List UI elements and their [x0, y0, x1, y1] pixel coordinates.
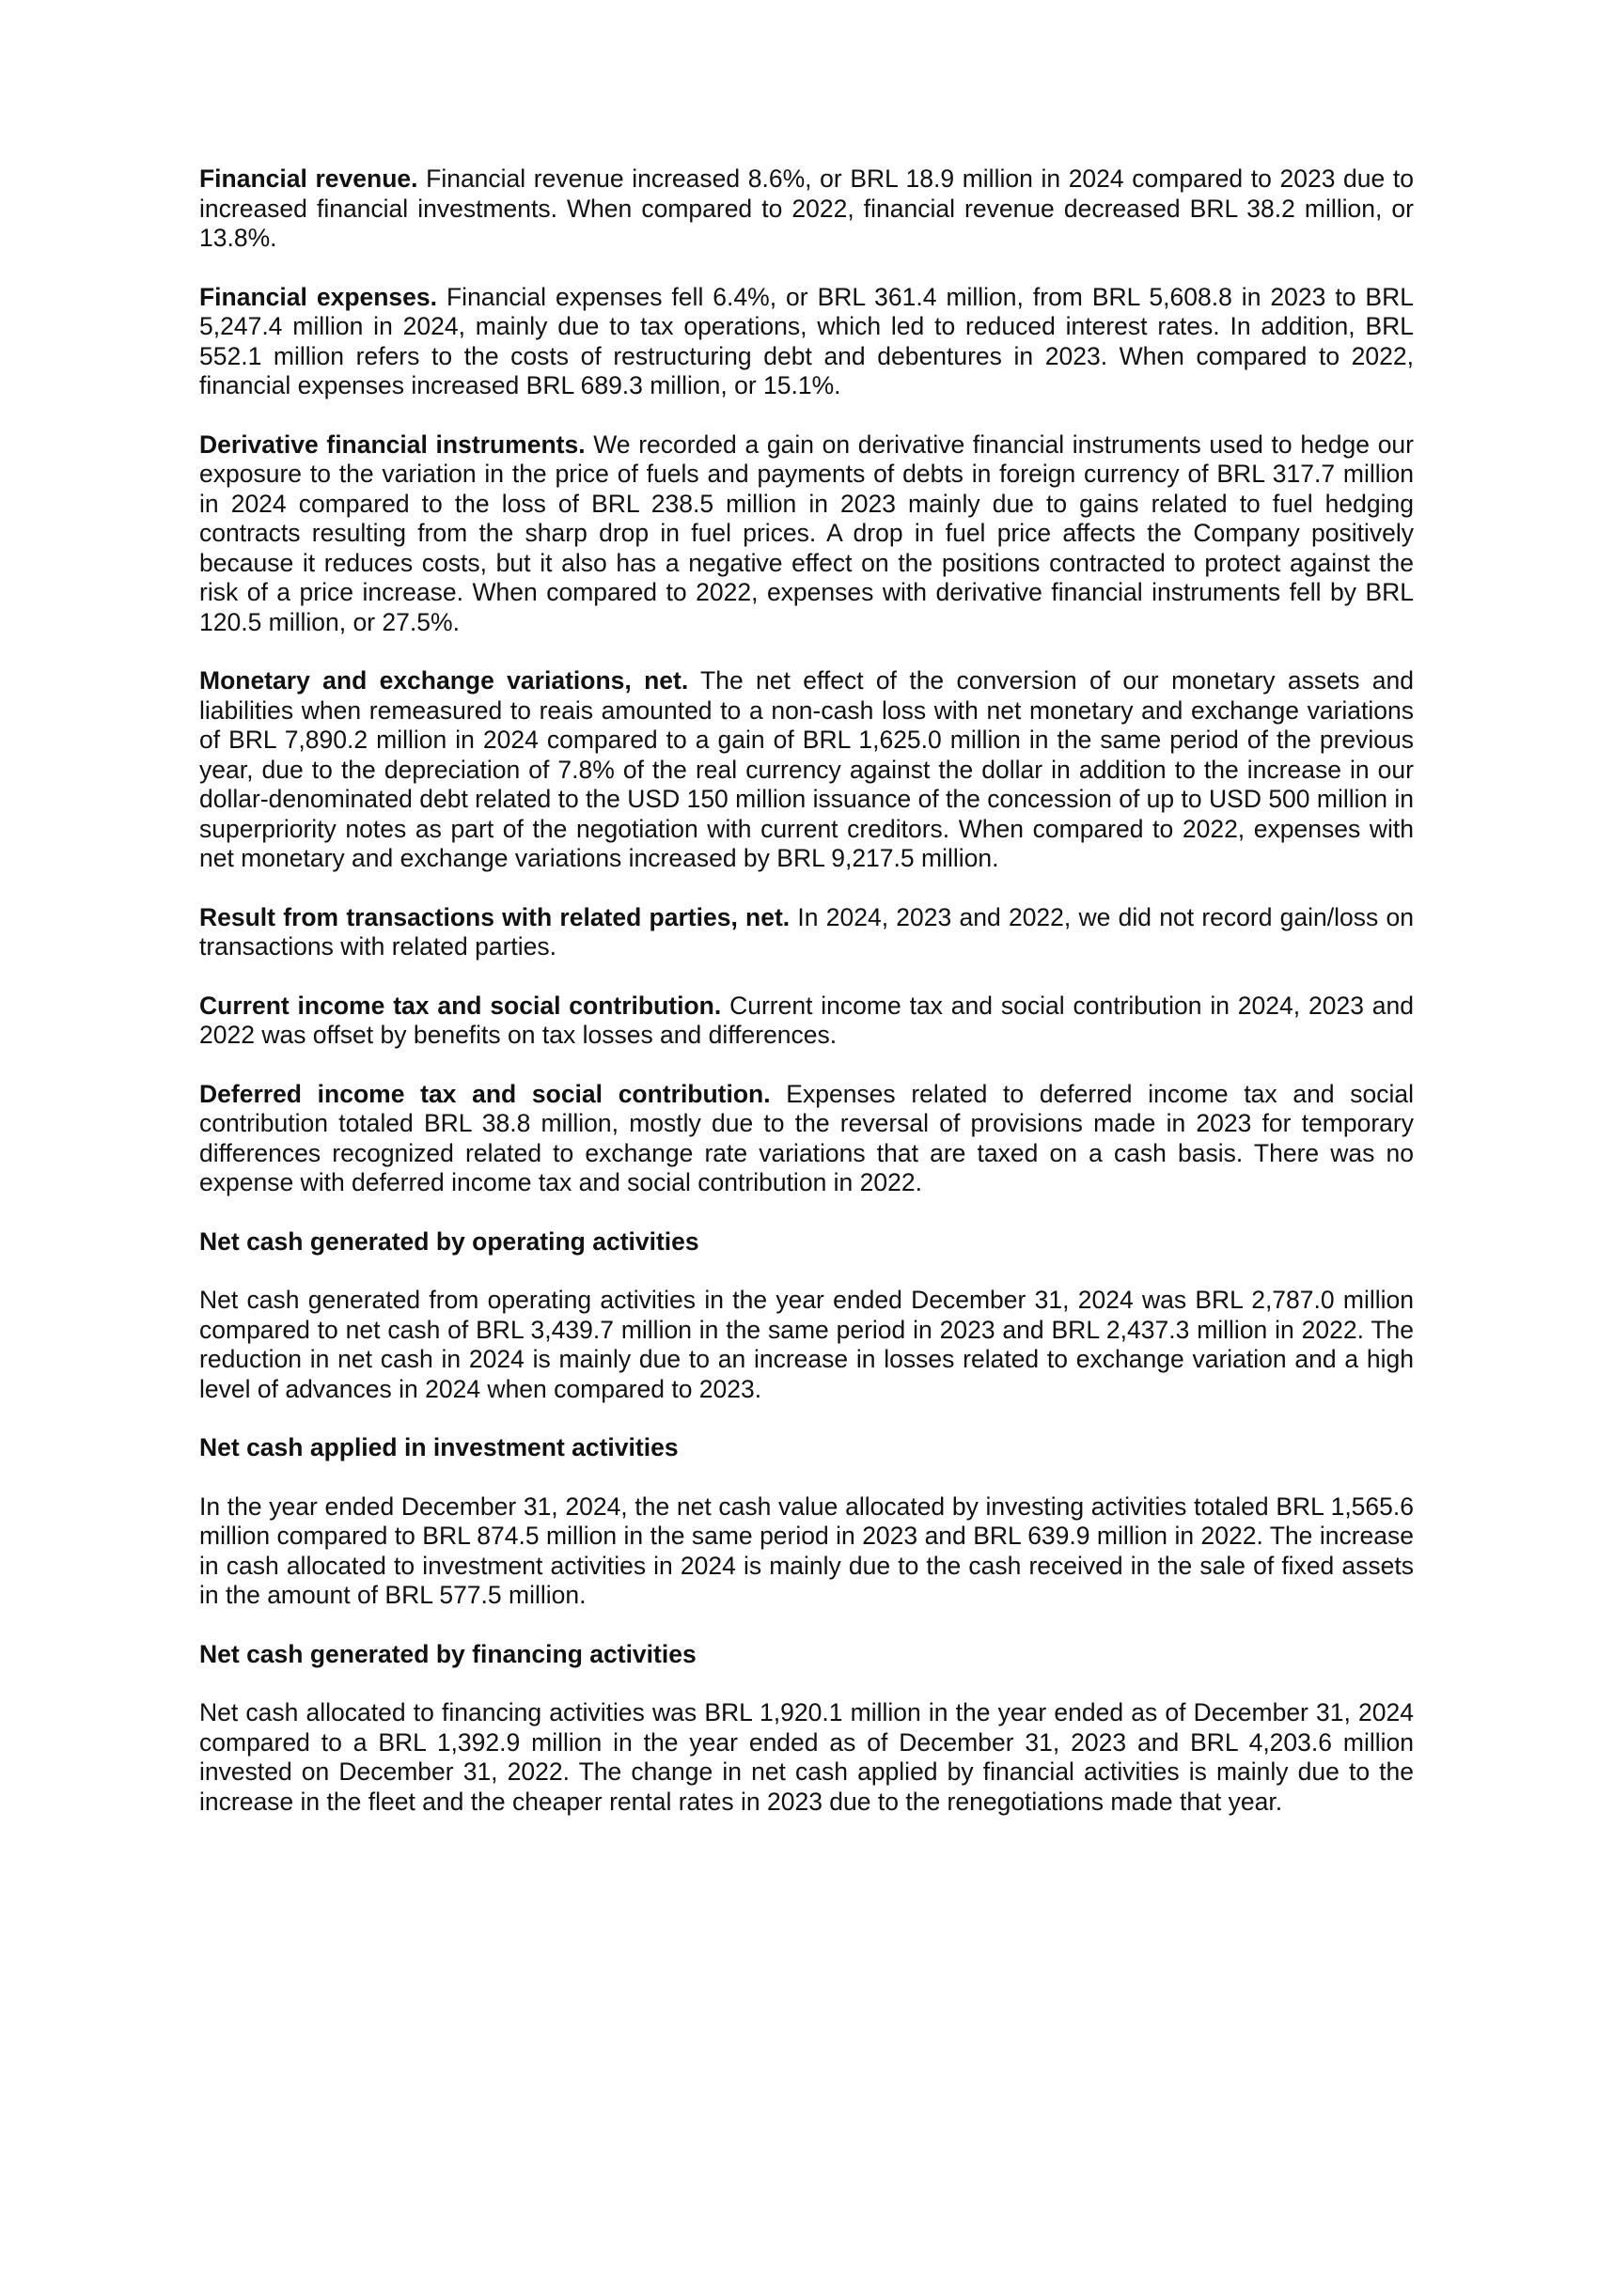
paragraph-related-parties	[199, 903, 1414, 962]
paragraph-body: In 2024, 2023 and 2022, we did not record gain/loss on transactions with related parties.	[199, 902, 1414, 961]
paragraph-lead: Financial revenue.	[199, 164, 418, 193]
paragraph-financial-expenses	[199, 283, 1414, 401]
paragraph-monetary-exchange	[199, 666, 1414, 874]
paragraph-investment-activities: In the year ended December 31, 2024, the net cash value allocated by investing activities totaled BRL 1,565.6 million compared to BRL 874.5 million in the same period in 2023 and BRL 639.9 million in 2022. The increase in cash allocated to investment activities in 2024 is mainly due to the cash received in the sale of fixed assets in the amount of BRL 577.5 million.	[199, 1492, 1414, 1609]
paragraph-body: The net effect of the conversion of our monetary assets and liabilities when remeasured to reais amounted to a non-cash loss with net monetary and exchange variations of BRL 7,890.2 million in 2024 compared to a gain of BRL 1,625.0 million in the same period of the previous year, due to the depreciation of 7.8% of the real currency against the dollar in addition to the increase in our dollar-denominated debt related to the USD 150 million issuance of the concession of up to USD 500 million in superpriority notes as part of the negotiation with current creditors. When compared to 2022, expenses with net monetary and exchange variations increased by BRL 9,217.5 million.	[199, 666, 1415, 872]
paragraph-lead: Result from transactions with related parties, net.	[199, 902, 791, 931]
paragraph-body: We recorded a gain on derivative financial instruments used to hedge our exposure to the variation in the price of fuels and payments of debts in foreign currency of BRL 317.7 million in 2024 compared to the loss of BRL 238.5 million in 2023 mainly due to gains related to fuel hedging contracts resulting from the sharp drop in fuel prices. A drop in fuel price affects the Company positively because it reduces costs, but it also has a negative effect on the positions contracted to protect against the risk of a price increase. When compared to 2022, expenses with derivative financial instruments fell by BRL 120.5 million, or 27.5%.	[199, 430, 1414, 636]
paragraph-financing-activities: Net cash allocated to financing activities was BRL 1,920.1 million in the year ended as of December 31, 2024 compared to a BRL 1,392.9 million in the year ended as of December 31, 2023 and BRL 4,203.6 million invested on December 31, 2022. The change in net cash applied by financial activities is mainly due to the increase in the fleet and the cheaper rental rates in 2023 due to the renegotiations made that year.	[199, 1698, 1414, 1816]
paragraph-lead: Deferred income tax and social contribution.	[199, 1079, 771, 1108]
paragraph-financial-revenue	[199, 164, 1414, 254]
paragraph-body: Current income tax and social contribution in 2024, 2023 and 2022 was offset by benefits on tax losses and differences.	[199, 991, 1414, 1049]
paragraph-operating-activities: Net cash generated from operating activities in the year ended December 31, 2024 was BRL 2,787.0 million compared to net cash of BRL 3,439.7 million in the same period in 2023 and BRL 2,437.3 million in 2022. The reduction in net cash in 2024 is mainly due to an increase in losses related to exchange variation and a high level of advances in 2024 when compared to 2023.	[199, 1286, 1414, 1403]
paragraph-body: Financial revenue increased 8.6%, or BRL 18.9 million in 2024 compared to 2023 due to increased financial investments. When compared to 2022, financial revenue decreased BRL 38.2 million, or 13.8%.	[199, 164, 1414, 252]
heading-investment-activities: Net cash applied in investment activities	[199, 1433, 679, 1461]
paragraph-derivative-instruments	[199, 430, 1414, 638]
paragraph-lead: Financial expenses.	[199, 282, 438, 311]
heading-operating-activities: Net cash generated by operating activities	[199, 1226, 699, 1256]
paragraph-lead: Current income tax and social contribution.	[199, 991, 722, 1020]
heading-financing-activities: Net cash generated by financing activities	[199, 1639, 697, 1668]
document-page	[199, 164, 1414, 1846]
paragraph-current-income-tax	[199, 992, 1414, 1051]
paragraph-body: Expenses related to deferred income tax and social contribution totaled BRL 38.8 million, mostly due to the reversal of provisions made in 2023 for temporary differences recognized related to exchange rate variations that are taxed on a cash basis. There was no expense with deferred income tax and social contribution in 2022.	[199, 1079, 1414, 1196]
paragraph-lead: Derivative financial instruments.	[199, 430, 586, 459]
paragraph-deferred-income-tax	[199, 1080, 1414, 1198]
paragraph-body: Financial expenses fell 6.4%, or BRL 361.4 million, from BRL 5,608.8 in 2023 to BRL 5,247.4 million in 2024, mainly due to tax operations, which led to reduced interest rates. In addition, BRL 552.1 million refers to the costs of restructuring debt and debentures in 2023. When compared to 2022, financial expenses increased BRL 689.3 million, or 15.1%.	[199, 282, 1414, 399]
paragraph-lead: Monetary and exchange variations, net.	[199, 666, 689, 695]
